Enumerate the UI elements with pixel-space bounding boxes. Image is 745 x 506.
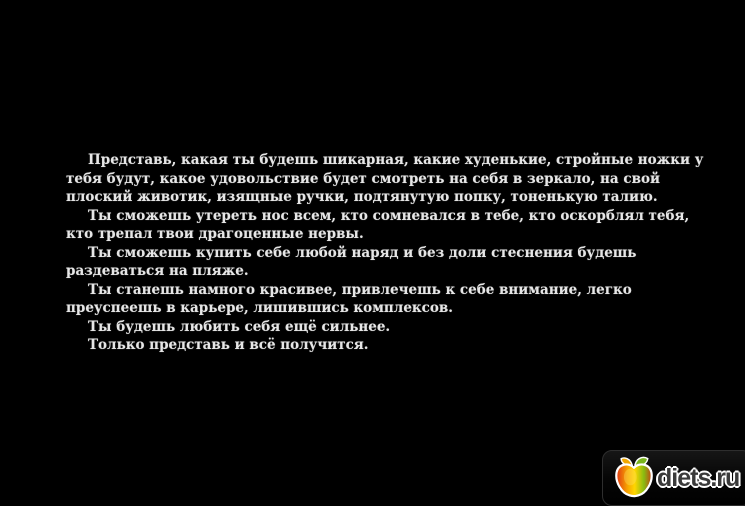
apple-icon	[612, 455, 656, 499]
paragraph	[66, 336, 696, 355]
paragraph	[66, 318, 696, 337]
text-line: кто трепал твои драгоценные нервы.	[66, 226, 364, 242]
text-line: преуспеешь в карьере, лишившись комплексов.	[66, 300, 453, 316]
text-line: раздеваться на пляже.	[66, 263, 249, 279]
text-line: Ты будешь любить себя ещё сильнее.	[88, 318, 391, 335]
text-line: Ты сможешь утереть нос всем, кто сомневался в тебе, кто оскорблял тебя,	[88, 207, 690, 224]
paragraph	[66, 151, 704, 207]
text-line: Ты сможешь купить себе любой наряд и без доли стеснения будешь	[88, 244, 637, 261]
text-line: Только представь и всё получится.	[88, 337, 369, 353]
text-line: тебя будут, какое удовольствие будет смотреть на себя в зеркало, на свой	[66, 170, 660, 187]
diets-ru-watermark	[602, 450, 745, 506]
text-line: плоский животик, изящные ручки, подтянутую попку, тоненькую талию.	[66, 189, 658, 205]
paragraph	[66, 244, 696, 281]
diets-ru-wordmark: diets.ru	[657, 464, 740, 492]
text-block	[66, 151, 704, 355]
text-line: Ты станешь намного красивее, привлечешь к себе внимание, легко	[88, 281, 632, 298]
text-line: Представь, какая ты будешь шикарная, какие худенькие, стройные ножки у	[88, 152, 704, 168]
paragraph	[66, 281, 696, 318]
paragraph	[66, 207, 696, 244]
